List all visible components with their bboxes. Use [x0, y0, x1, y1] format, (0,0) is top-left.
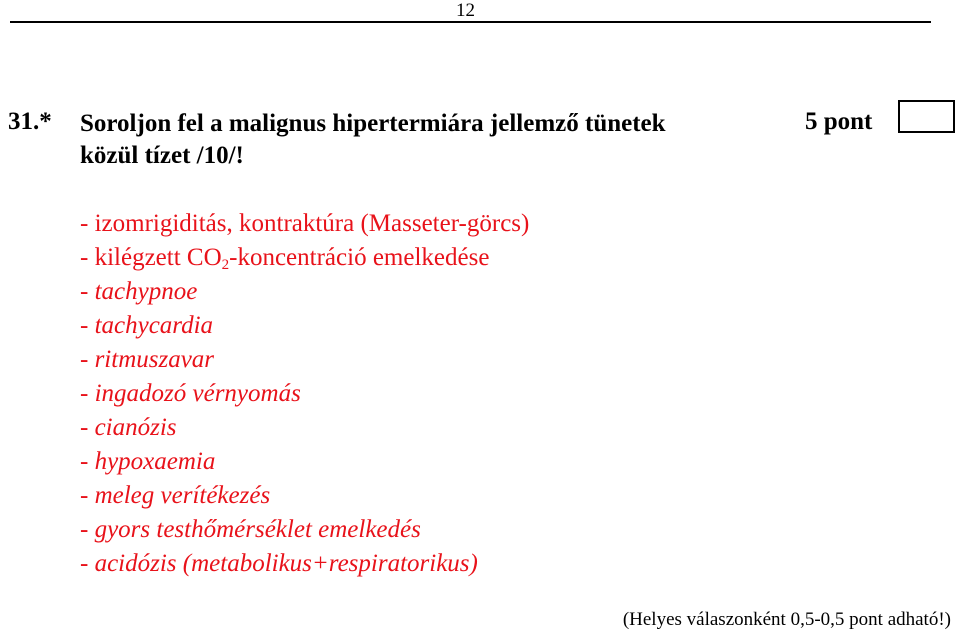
answer-item: - ritmuszavar: [80, 346, 215, 373]
answer-item: - izomrigiditás, kontraktúra (Masseter-görcs): [80, 210, 530, 237]
answer-item: [80, 241, 529, 275]
answer-list: [80, 207, 529, 581]
footnote: (Helyes válaszonként 0,5-0,5 pont adható!): [622, 609, 951, 630]
question-number: 31.*: [8, 108, 52, 135]
header-rule: [10, 21, 931, 23]
answer-item: - tachypnoe: [80, 278, 198, 305]
question-text: [80, 108, 666, 172]
score-box[interactable]: [898, 100, 955, 133]
answer-item: - meleg verítékezés: [80, 482, 271, 509]
answer-text-after: -koncentráció emelkedése: [229, 244, 490, 271]
answer-text-before: - kilégzett CO: [80, 244, 222, 271]
answer-item: - hypoxaemia: [80, 448, 216, 475]
question-text-line1: Soroljon fel a malignus hipertermiára jellemző tünetek: [80, 110, 666, 137]
answer-item: - acidózis (metabolikus+respiratorikus): [80, 550, 478, 577]
answer-item: - gyors testhőmérséklet emelkedés: [80, 516, 421, 543]
answer-subscript: 2: [221, 257, 230, 273]
answer-item: - ingadozó vérnyomás: [80, 380, 301, 407]
page-number: 12: [456, 0, 475, 21]
answer-item: - tachycardia: [80, 312, 214, 339]
question-points: 5 pont: [805, 108, 873, 135]
question-text-line2: közül tízet /10/!: [80, 142, 244, 169]
answer-item: - cianózis: [80, 414, 177, 441]
